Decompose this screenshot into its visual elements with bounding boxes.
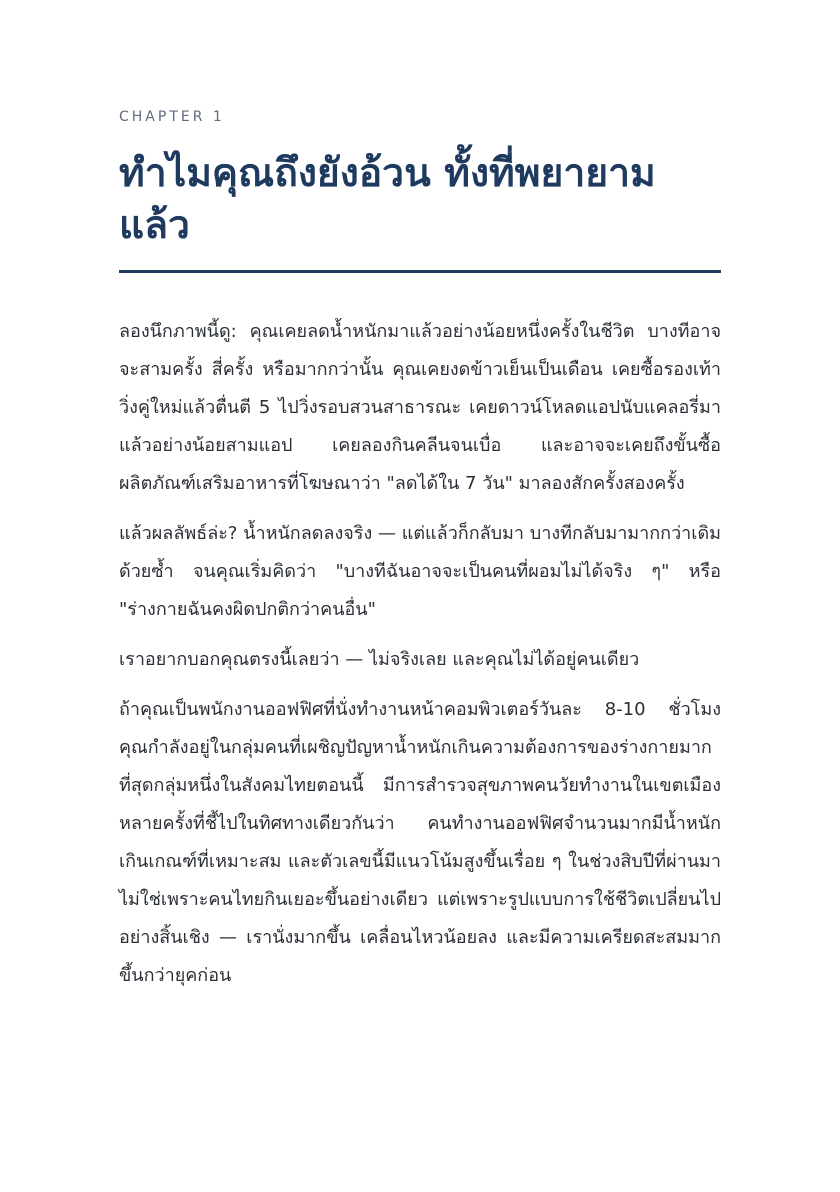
- chapter-body: [119, 313, 721, 995]
- body-paragraph: แล้วผลลัพธ์ล่ะ? น้ำหนักลดลงจริง — แต่แล้วก็กลับมา บางทีกลับมามากกว่าเดิมด้วยซ้ำ จนคุณเริ่มคิดว่า "บางทีฉันอาจจะเป็นคนที่ผอมไม่ได้จริง ๆ" หรือ "ร่างกายฉันคงผิดปกติกว่าคนอื่น": [119, 523, 721, 620]
- body-paragraph: เราอยากบอกคุณตรงนี้เลยว่า — ไม่จริงเลย และคุณไม่ได้อยู่คนเดียว: [119, 649, 640, 670]
- body-paragraph: ลองนึกภาพนี้ดู: คุณเคยลดน้ำหนักมาแล้วอย่างน้อยหนึ่งครั้งในชีวิต บางทีอาจจะสามครั้ง สี่ครั้ง หรือมากกว่านั้น คุณเคยงดข้าวเย็นเป็นเดือน เคยซื้อรองเท้าวิ่งคู่ใหม่แล้วตื่นตี 5 ไปวิ่งรอบสวนสาธารณะ เคยดาวน์โหลดแอปนับแคลอรี่มาแล้วอย่างน้อยสามแอป เคยลองกินคลีนจนเบื่อ และอาจจะเคยถึงขั้นซื้อผลิตภัณฑ์เสริมอาหารที่โฆษณาว่า "ลดได้ใน 7 วัน" มาลองสักครั้งสองครั้ง: [119, 321, 721, 494]
- document-page: [119, 108, 721, 1007]
- body-paragraph: ถ้าคุณเป็นพนักงานออฟฟิศที่นั่งทำงานหน้าคอมพิวเตอร์วันละ 8-10 ชั่วโมง คุณกำลังอยู่ในกลุ่มคนที่เผชิญปัญหาน้ำหนักเกินความต้องการของร่างกายมากที่สุดกลุ่มหนึ่งในสังคมไทยตอนนี้ มีการสำรวจสุขภาพคนวัยทำงานในเขตเมืองหลายครั้งที่ชี้ไปในทิศทางเดียวกันว่า คนทำงานออฟฟิศจำนวนมากมีน้ำหนักเกินเกณฑ์ที่เหมาะสม และตัวเลขนี้มีแนวโน้มสูงขึ้นเรื่อย ๆ ในช่วงสิบปีที่ผ่านมา ไม่ใช่เพราะคนไทยกินเยอะขึ้นอย่างเดียว แต่เพราะรูปแบบการใช้ชีวิตเปลี่ยนไปอย่างสิ้นเชิง — เรานั่งมากขึ้น เคลื่อนไหวน้อยลง และมีความเครียดสะสมมากขึ้นกว่ายุคก่อน: [119, 699, 721, 986]
- chapter-title: ทำไมคุณถึงยังอ้วน ทั้งที่พยายามแล้ว: [119, 151, 656, 248]
- title-divider: [119, 270, 721, 273]
- chapter-label: CHAPTER 1: [119, 109, 225, 125]
